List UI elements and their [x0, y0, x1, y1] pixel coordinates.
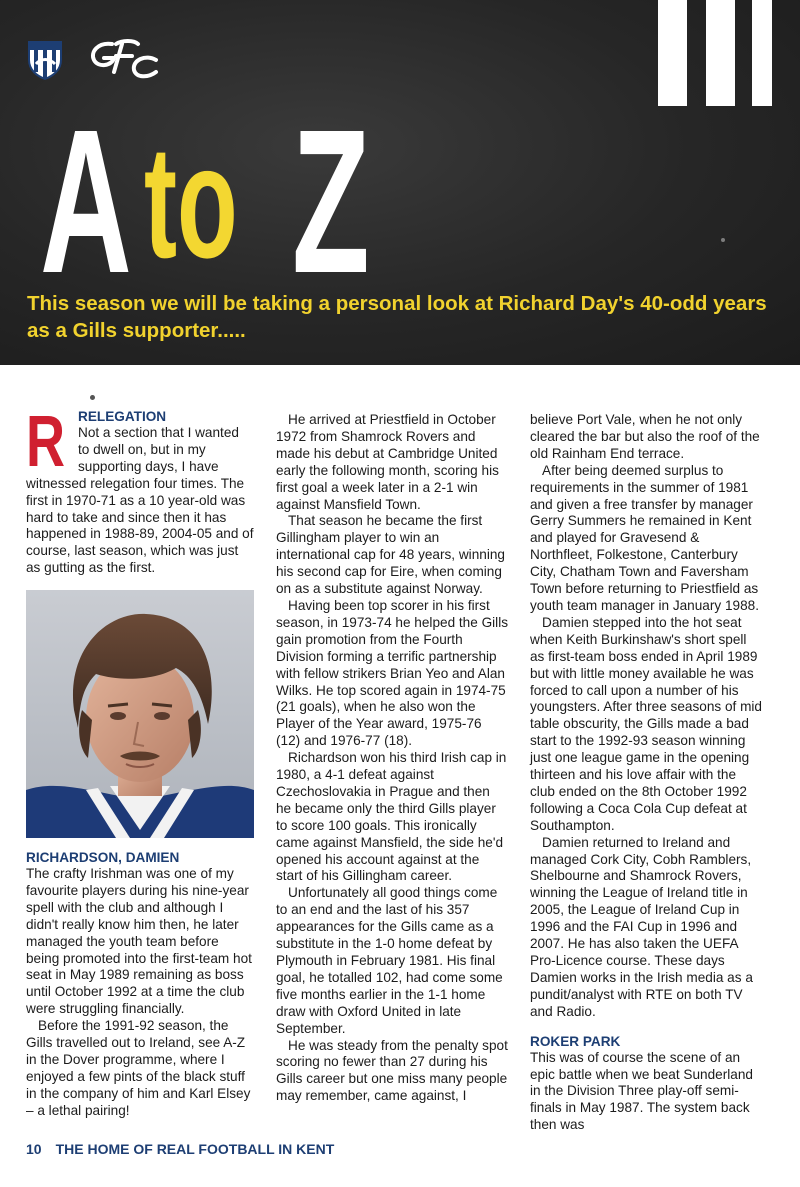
- decorative-dot: [721, 238, 725, 242]
- damien-richardson-photo: [26, 590, 254, 838]
- title-letter-a: A: [40, 87, 132, 316]
- richardson-paragraph: Having been top scorer in his first season, in 1973-74 he helped the Gills gain promotion from the Fourth Division forming a terrific partnership with fellow strikers Brian Yeo and Alan Wilks. He top scored again in 1974-75 (21 goals), when he also won the Player of the Year award, 1975-76 (12) and 1976-77 (18).: [276, 597, 509, 749]
- page-footer: [26, 1141, 334, 1157]
- roker-park-paragraph: This was of course the scene of an epic battle when we beat Sunderland in the Division Three play-off semi-finals in May 1987. The system back then was: [530, 1049, 753, 1133]
- footer-tagline: THE HOME OF REAL FOOTBALL IN KENT: [55, 1141, 335, 1157]
- richardson-paragraph: Damien stepped into the hot seat when Keith Burkinshaw's short spell as first-team boss ended in April 1989 but with little money available he was forced to call upon a number of his youngsters. After three seasons of mid table obscurity, the Gills made a bad start to the 1992-93 season winning just one league game in the opening thirteen and his love affair with the club ended on the 8th October 1992 following a Coca Cola Cup defeat at Southampton.: [530, 614, 762, 833]
- section-heading-roker-park: ROKER PARK: [530, 1033, 621, 1049]
- section-heading-richardson: RICHARDSON, DAMIEN: [26, 850, 180, 865]
- intro-text: This season we will be taking a personal look at Richard Day's 40-odd years as a Gills supporter.....: [27, 292, 767, 342]
- section-heading-relegation: RELEGATION: [78, 409, 167, 424]
- drop-cap: R: [26, 412, 65, 472]
- decorative-dot: [90, 395, 95, 400]
- column-1-lower: [26, 849, 254, 1120]
- gills-crest-icon: [27, 36, 63, 80]
- column-3: [530, 412, 764, 1134]
- decorative-stripe: [658, 0, 687, 106]
- title-letter-z: Z: [292, 87, 370, 316]
- richardson-paragraph: Damien returned to Ireland and managed Cork City, Cobh Ramblers, Shelbourne and Shamrock Rovers, winning the League of Ireland title in 2005, the League of Ireland Cup in 1996 and the FAI Cup in 1996 and 2007. He has also taken the UEFA Pro-Licence course. These days Damien works in the Irish media as a pundit/analyst with RTE on both TV and Radio.: [530, 834, 753, 1019]
- richardson-paragraph: That season he became the first Gillingham player to win an international cap for 48 years, winning his second cap for Eire, when coming on as a substitute against Norway.: [276, 513, 505, 597]
- richardson-paragraph: He was steady from the penalty spot scoring no fewer than 27 during his Gills career but one miss many people may remember, came against, I: [276, 1037, 508, 1104]
- decorative-stripe: [706, 0, 735, 106]
- column-2: [276, 412, 508, 1105]
- column-1: [26, 408, 254, 577]
- richardson-paragraph: Before the 1991-92 season, the Gills travelled out to Ireland, see A-Z in the Dover programme, where I enjoyed a few pints of the black stuff in the company of him and Karl Elsey – a lethal pairing!: [26, 1018, 251, 1118]
- page-number: 10: [26, 1141, 42, 1157]
- decorative-stripe: [752, 0, 772, 106]
- richardson-paragraph: The crafty Irishman was one of my favourite players during his nine-year spell with the club and although I didn't really know him then, he later managed the youth team before being promoted into the first-team hot seat in May 1989 remaining as boss until October 1992 at a time the club were struggling financially.: [26, 866, 252, 1017]
- richardson-paragraph: believe Port Vale, when he not only cleared the bar but also the roof of the old Rainham End terrace.: [530, 412, 760, 461]
- page-title: [40, 87, 382, 316]
- gfc-monogram-logo: [86, 36, 160, 82]
- richardson-paragraph: Richardson won his third Irish cap in 1980, a 4-1 defeat against Czechoslovakia in Prague and then he became only the third Gills player to score 100 goals. This ironically came against Mansfield, the side he'd opened his account against at the start of his Gillingham career.: [276, 750, 507, 884]
- richardson-paragraph: Unfortunately all good things come to an end and the last of his 357 appearances for the Gills came as a substitute in the 1-0 home defeat by Plymouth in February 1981. His final goal, he totalled 102, had come some five months earlier in the 1-1 home draw with Oxford United in late September.: [276, 885, 503, 1036]
- title-word-to: to: [144, 112, 238, 291]
- richardson-paragraph: After being deemed surplus to requirements in the summer of 1981 and given a free transfer by manager Gerry Summers he remained in Kent and played for Gravesend & Northfleet, Folkestone, Canterbury City, Chatham Town and Faversham Town before returning to Priestfield as youth team manager in January 1988.: [530, 462, 759, 613]
- relegation-paragraph: Not a section that I wanted to dwell on, but in my supporting days, I have witnessed relegation four times. The first in 1970-71 as a 10 year-old was hard to take and since then it has happened in 1988-89, 2004-05 and of course, last season, which was just as gutting as the first.: [26, 425, 254, 576]
- richardson-paragraph: He arrived at Priestfield in October 1972 from Shamrock Rovers and made his debut at Cambridge United early the following month, scoring his first goal a week later in a 2-1 win against Mansfield Town.: [276, 412, 499, 512]
- header-banner: [0, 0, 800, 365]
